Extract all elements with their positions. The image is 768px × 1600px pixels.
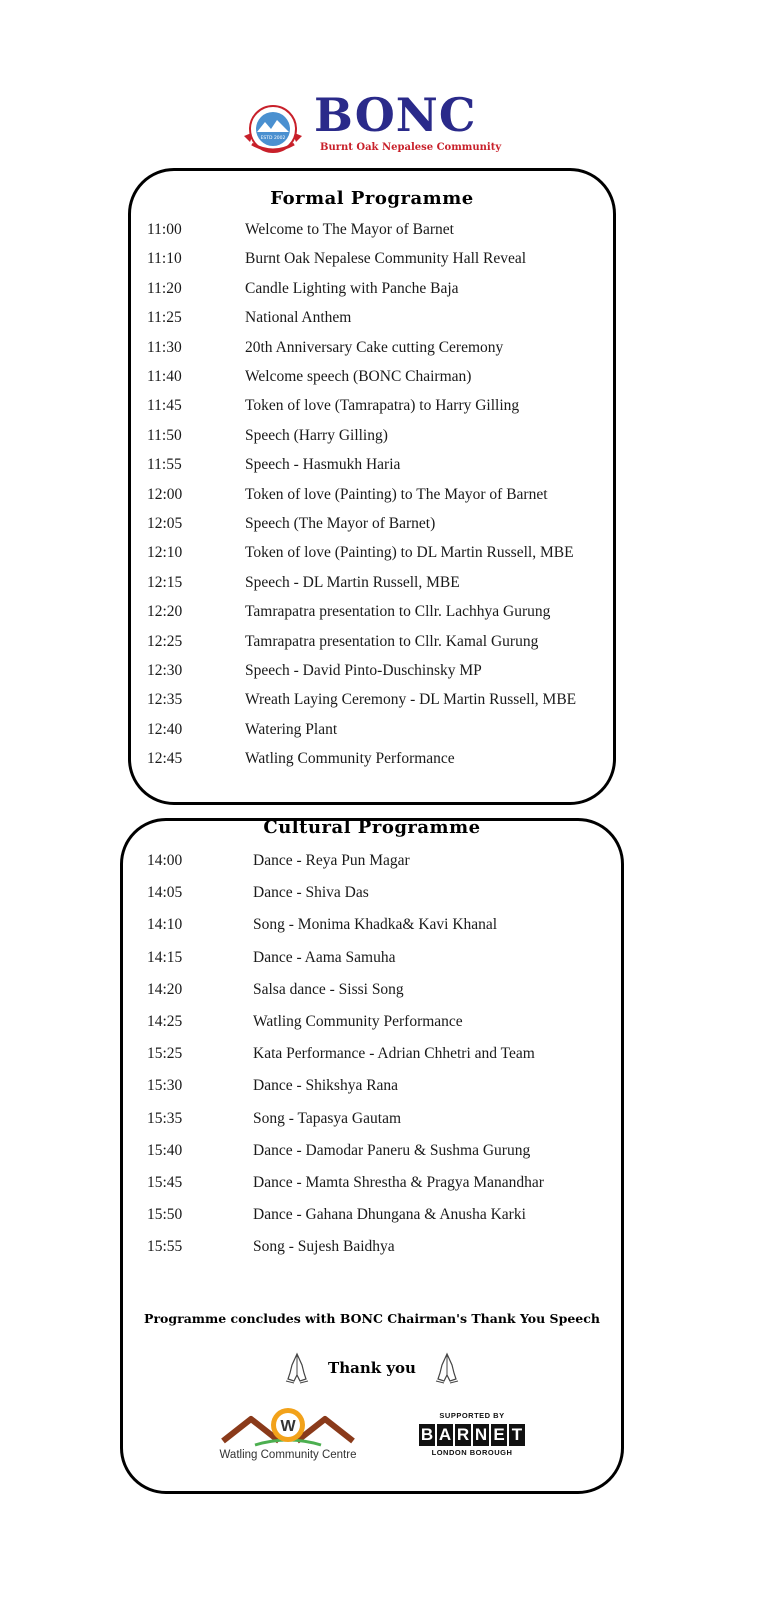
schedule-row (131, 633, 613, 661)
watling-logo (203, 1405, 373, 1469)
schedule-row (123, 1077, 621, 1105)
cultural-programme-title: Cultural Programme (263, 817, 481, 838)
schedule-time: 11:55 (147, 456, 182, 474)
praying-hands-icon (434, 1351, 460, 1385)
schedule-row (123, 1238, 621, 1266)
schedule-item: Song - Sujesh Baidhya (253, 1238, 395, 1256)
schedule-item: Tamrapatra presentation to Cllr. Lachhya Gurung (245, 603, 551, 621)
schedule-row (123, 1142, 621, 1170)
schedule-time: 14:20 (147, 980, 183, 998)
schedule-item: Wreath Laying Ceremony - DL Martin Russell, MBE (245, 691, 577, 709)
schedule-row (131, 309, 613, 337)
cultural-programme-box (120, 818, 624, 1494)
schedule-time: 11:20 (147, 279, 182, 297)
schedule-row (123, 1206, 621, 1234)
schedule-time: 12:35 (147, 691, 183, 709)
schedule-time: 11:30 (147, 338, 182, 356)
conclusion-note: Programme concludes with BONC Chairman's Thank You Speech (144, 1311, 600, 1326)
praying-hands-icon (284, 1351, 310, 1385)
schedule-time: 11:25 (147, 309, 182, 327)
schedule-time: 15:40 (147, 1141, 183, 1159)
schedule-item: Speech - DL Martin Russell, MBE (245, 573, 460, 591)
schedule-item: Watering Plant (245, 720, 338, 738)
schedule-item: Dance - Shikshya Rana (253, 1077, 399, 1095)
schedule-row (131, 662, 613, 690)
schedule-row (123, 981, 621, 1009)
schedule-time: 12:40 (147, 720, 183, 738)
schedule-item: Token of love (Painting) to DL Martin Russell, MBE (245, 544, 574, 562)
schedule-item: Song - Monima Khadka& Kavi Khanal (253, 916, 498, 934)
formal-programme-title: Formal Programme (270, 188, 474, 209)
schedule-time: 14:15 (147, 948, 183, 966)
schedule-item: Dance - Gahana Dhungana & Anusha Karki (253, 1206, 526, 1224)
schedule-item: Speech - David Pinto-Duschinsky MP (245, 662, 482, 679)
schedule-item: Speech (The Mayor of Barnet) (245, 515, 436, 532)
schedule-time: 12:30 (147, 662, 183, 679)
schedule-time: 15:35 (147, 1109, 183, 1127)
watling-roofs-icon (203, 1405, 373, 1449)
schedule-item: Dance - Damodar Paneru & Sushma Gurung (253, 1141, 531, 1159)
schedule-time: 15:25 (147, 1045, 183, 1063)
supported-by-label: SUPPORTED BY (439, 1411, 505, 1420)
schedule-row (131, 486, 613, 514)
svg-text:ESTD 2002: ESTD 2002 (260, 136, 286, 141)
barnet-letter: N (474, 1425, 488, 1444)
schedule-item: Dance - Aama Samuha (253, 948, 396, 966)
schedule-row (123, 1174, 621, 1202)
schedule-time: 11:45 (147, 397, 182, 415)
thank-you-line (123, 1351, 621, 1391)
watling-name: Watling Community Centre (219, 1449, 357, 1461)
schedule-item: National Anthem (245, 309, 352, 327)
schedule-time: 14:25 (147, 1013, 183, 1030)
schedule-time: 15:30 (147, 1077, 183, 1095)
london-borough-label: LONDON BOROUGH (431, 1448, 513, 1457)
schedule-item: Welcome to The Mayor of Barnet (245, 221, 454, 238)
schedule-item: Watling Community Performance (245, 750, 455, 768)
schedule-time: 12:15 (147, 573, 183, 591)
schedule-item: 20th Anniversary Cake cutting Ceremony (245, 338, 504, 356)
schedule-item: Speech (Harry Gilling) (245, 426, 388, 444)
schedule-item: Dance - Reya Pun Magar (253, 852, 410, 869)
schedule-item: Welcome speech (BONC Chairman) (245, 368, 472, 385)
barnet-letter: R (456, 1425, 470, 1444)
schedule-time: 11:10 (147, 250, 182, 268)
schedule-row (131, 515, 613, 543)
schedule-time: 14:00 (147, 852, 183, 869)
schedule-row (123, 884, 621, 912)
schedule-row (123, 1045, 621, 1073)
schedule-item: Song - Tapasya Gautam (253, 1109, 401, 1127)
thank-you-text: Thank you (328, 1359, 416, 1377)
barnet-wordmark (407, 1424, 537, 1446)
barnet-logo (407, 1411, 537, 1471)
schedule-time: 15:50 (147, 1206, 183, 1224)
schedule-time: 11:00 (147, 221, 182, 238)
schedule-time: 14:10 (147, 916, 183, 934)
bonc-emblem-icon (240, 102, 306, 156)
schedule-row (131, 280, 613, 308)
schedule-item: Kata Performance - Adrian Chhetri and Team (253, 1045, 535, 1063)
schedule-row (123, 852, 621, 880)
schedule-item: Burnt Oak Nepalese Community Hall Reveal (245, 250, 527, 268)
schedule-time: 12:20 (147, 603, 183, 621)
barnet-letter: T (509, 1424, 525, 1446)
bonc-logo (240, 88, 502, 162)
schedule-row (131, 691, 613, 719)
schedule-row (123, 1013, 621, 1041)
schedule-item: Token of love (Painting) to The Mayor of Barnet (245, 485, 548, 503)
schedule-time: 12:00 (147, 485, 183, 503)
schedule-time: 12:10 (147, 544, 183, 562)
schedule-item: Token of love (Tamrapatra) to Harry Gilling (245, 397, 520, 415)
schedule-row (131, 250, 613, 278)
schedule-row (123, 1110, 621, 1138)
schedule-row (131, 574, 613, 602)
schedule-item: Dance - Shiva Das (253, 884, 369, 902)
schedule-time: 11:50 (147, 426, 182, 444)
formal-programme-box (128, 168, 616, 805)
schedule-time: 14:05 (147, 884, 183, 902)
schedule-row (131, 427, 613, 455)
schedule-row (131, 456, 613, 484)
svg-text:W: W (280, 1418, 296, 1435)
schedule-time: 11:40 (147, 368, 182, 385)
schedule-row (131, 750, 613, 778)
schedule-row (131, 721, 613, 749)
schedule-item: Candle Lighting with Panche Baja (245, 279, 459, 297)
schedule-item: Watling Community Performance (253, 1013, 463, 1030)
schedule-item: Speech - Hasmukh Haria (245, 456, 401, 474)
schedule-time: 15:55 (147, 1238, 183, 1256)
schedule-row (131, 603, 613, 631)
schedule-row (131, 397, 613, 425)
schedule-row (131, 339, 613, 367)
schedule-time: 12:45 (147, 750, 183, 768)
schedule-time: 15:45 (147, 1174, 183, 1191)
brand-tagline: Burnt Oak Nepalese Community (320, 142, 502, 153)
barnet-letter: E (491, 1424, 507, 1446)
schedule-row (131, 544, 613, 572)
schedule-item: Tamrapatra presentation to Cllr. Kamal Gurung (245, 632, 539, 650)
schedule-time: 12:05 (147, 515, 183, 532)
barnet-letter: B (420, 1425, 434, 1444)
schedule-item: Salsa dance - Sissi Song (253, 980, 404, 998)
schedule-row (131, 221, 613, 249)
schedule-row (123, 916, 621, 944)
schedule-time: 12:25 (147, 632, 183, 650)
schedule-row (131, 368, 613, 396)
schedule-row (123, 949, 621, 977)
schedule-item: Dance - Mamta Shrestha & Pragya Manandhar (253, 1174, 544, 1191)
brand-name: BONC (314, 88, 477, 142)
barnet-letter: A (438, 1425, 452, 1444)
